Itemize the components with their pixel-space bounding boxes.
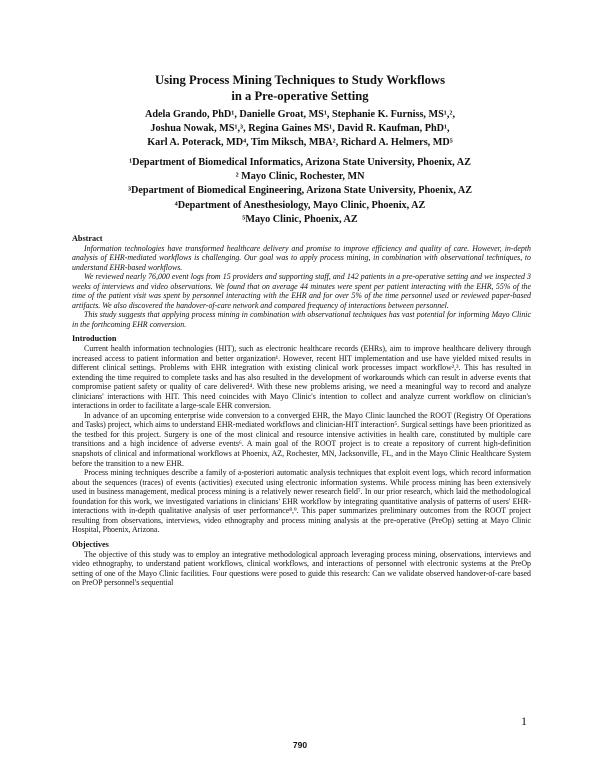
- author-list: [0, 108, 600, 151]
- abstract-heading: Abstract: [72, 234, 103, 243]
- page-number: 1: [521, 714, 527, 728]
- affiliation-line: ⁴Department of Anesthesiology, Mayo Clinic, Phoenix, AZ: [174, 199, 426, 211]
- introduction-section: [72, 334, 531, 534]
- title-line-2: in a Pre-operative Setting: [231, 89, 369, 103]
- affiliation-list: [0, 156, 600, 227]
- abstract-paragraph: We reviewed nearly 76,000 event logs from 15 providers and supporting staff, and 142 patients in a pre-operative setting and we inspected 3 weeks of interviews and video observations. We found that on average 44 minutes were spent per patient interacting with the EHR, 55% of the time of the patient visit was spent by personnel interacting with the EHR and for over 5% of the time personnel used or reviewed paper-based artifacts. We also discovered the handover-of-care network and compared frequency of interactions between personnel.: [72, 272, 531, 310]
- objectives-paragraph: The objective of this study was to employ an integrative methodological approach leveraging process mining, observations, interviews and video ethnography, to understand patient workflows, clinical workflows, and interactions of personnel with electronic systems at the PreOp setting of one of the Mayo Clinic facilities. Four questions were posed to guide this research: Can we validate observed handover-of-care based on PreOP personnel's sequential: [72, 549, 531, 588]
- affiliation-line: ³Department of Biomedical Engineering, Arizona State University, Phoenix, AZ: [127, 185, 473, 197]
- proceedings-page-number: 790: [292, 740, 308, 750]
- author-line: Adela Grando, PhD¹, Danielle Groat, MS¹, Stephanie K. Furniss, MS¹,²,: [144, 109, 456, 120]
- affiliation-line: ¹Department of Biomedical Informatics, Arizona State University, Phoenix, AZ: [129, 157, 471, 168]
- author-line: Joshua Nowak, MS¹,³, Regina Gaines MS¹, David R. Kaufman, PhD¹,: [150, 123, 450, 135]
- paper-title: [0, 72, 600, 104]
- affiliation-line: ⁵Mayo Clinic, Phoenix, AZ: [242, 213, 358, 225]
- abstract-paragraph: Information technologies have transformed healthcare delivery and promise to improve efficiency and quality of care. However, in-depth analysis of EHR-mediated workflows is challenging. Our goal was to apply process mining, in combination with observational techniques, to understand EHR-based workflows.: [72, 243, 531, 272]
- paper-body: [72, 234, 531, 588]
- introduction-paragraph: In advance of an upcoming enterprise wide conversion to a converged EHR, the Mayo Clinic launched the ROOT (Registry Of Operations and Tasks) project, which aims to understand EHR-mediated workflows and clinician-HIT interaction⁵. Surgical settings have been prioritized as the testbed for this project. Surgery is one of the most clinical and resource intensive activities in health care, constituted by multiple care transitions and a high incidence of adverse events⁶. A main goal of the ROOT project is to create a repository of current high-definition snapshots of clinical and informational workflows at Phoenix, AZ, Rochester, MN, Jacksonville, FL, and in the Mayo Clinic Healthcare System before the transition to a new EHR.: [72, 410, 531, 468]
- introduction-heading: Introduction: [72, 334, 117, 344]
- title-line-1: Using Process Mining Techniques to Study Workflows: [155, 73, 445, 87]
- objectives-heading: Objectives: [72, 539, 109, 549]
- introduction-paragraph: Current health information technologies (HIT), such as electronic healthcare records (EHRs), aim to improve healthcare delivery through increased access to patient information and better organization¹. However, recent HIT implementation and use have yielded mixed results in different clinical settings. Problems with EHR integration with existing clinical work processes impact workflow²,³. This has resulted in extending the time required to complete tasks and has also resulted in the development of workarounds which can result in adverse events that compromise patient safety or quality of care delivered⁴. With these new problems arising, we need a meaningful way to record and analyze clinicians' interactions with HIT. This need coincides with Mayo Clinic's intention to collect and analyze current workflow on clinician's interactions in order to facilitate a large-scale EHR conversion.: [72, 344, 531, 411]
- introduction-paragraph: Process mining techniques describe a family of a-posteriori automatic analysis techniques that exploit event logs, which record information about the sequences (traces) of events (activities) executed using electronic information systems. While process mining has been extensively used in business management, medical process mining is a relatively newer research field⁷. In our prior research, which laid the methodological foundation for this work, we investigated variations in clinicians' EHR workflow by integrating quantitative analysis of patterns of users' EHR-interactions with in-depth qualitative analysis of user performance⁸,⁹. This paper summarizes preliminary outcomes from the ROOT project resulting from observations, interviews, video ethnography and process mining analysis at the pre-operative (PreOp) setting at Mayo Clinic Hospital, Phoenix, Arizona.: [72, 468, 531, 535]
- objectives-section: [72, 540, 531, 588]
- abstract-paragraph: This study suggests that applying process mining in combination with observational techniques has vast potential for informing Mayo Clinic in the forthcoming EHR conversion.: [72, 310, 531, 329]
- affiliation-line: ² Mayo Clinic, Rochester, MN: [235, 171, 365, 183]
- abstract-section: [72, 234, 531, 329]
- author-line: Karl A. Poterack, MD⁴, Tim Miksch, MBA², Richard A. Helmers, MD⁵: [147, 137, 453, 149]
